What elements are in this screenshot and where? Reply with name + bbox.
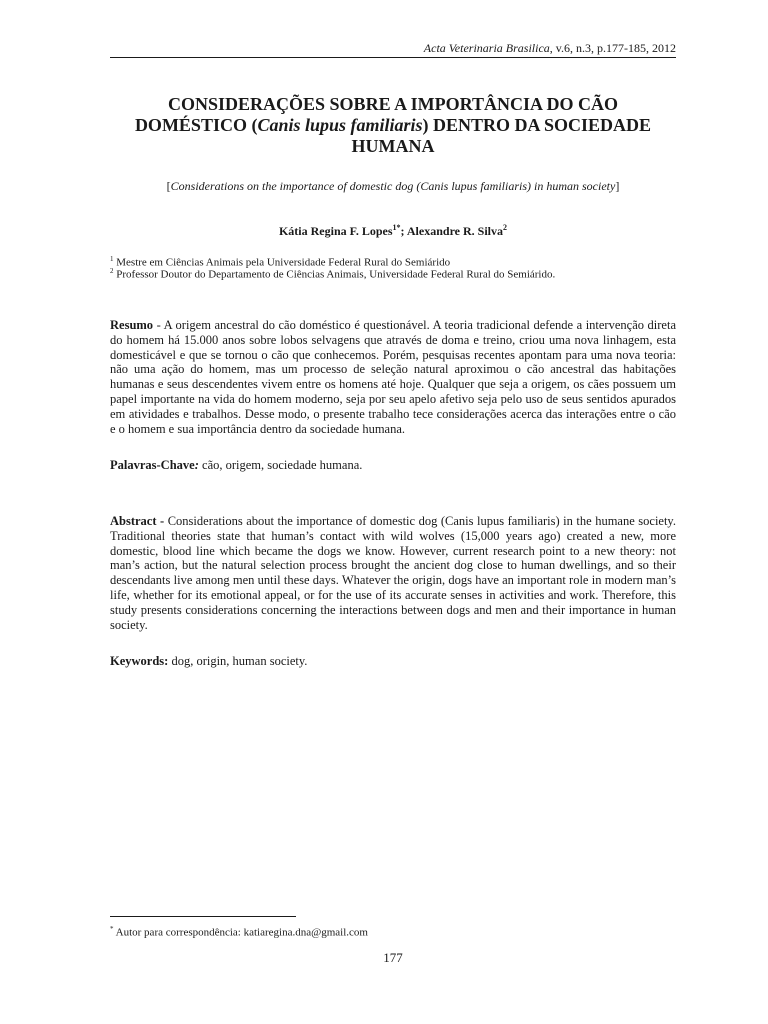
palavras-chave-colon: :	[194, 458, 199, 472]
running-header	[110, 40, 676, 56]
footnote-text: Autor para correspondência: katiaregina.dna@gmail.com	[113, 926, 368, 939]
affiliation-1-mark: 1	[110, 255, 114, 263]
title-line-3: HUMANA	[351, 136, 435, 156]
author-1: Kátia Regina F. Lopes	[278, 224, 393, 238]
footnote-mark: *	[110, 925, 114, 933]
footnote	[110, 922, 510, 940]
abstract-label: Abstract -	[110, 514, 165, 528]
resumo-label: Resumo	[110, 318, 154, 332]
article-title	[110, 94, 676, 157]
affiliation-1-text: Mestre em Ciências Animais pela Universidade Federal Rural do Semiárido	[113, 256, 451, 269]
palavras-chave-paragraph	[110, 458, 676, 473]
author-separator: ;	[400, 224, 407, 238]
abstract-text: Considerations about the importance of domestic dog (Canis lupus familiaris) in the humane society. Traditional theories state that human’s contact with wild wolves (15,000 years ago) created a new, more domestic, blood line which became the dogs we know. However, current research point to a new theory: not man’s action, but the natural selection process brought the ancient dog close to human dwellings, and so their descendants live among men until these days. Whatever the origin, dogs have an important role in modern man’s life, whether for its emotional appeal, or for the use of its accurate senses in activities and work. Therefore, this study presents considerations concerning the interactions between dogs and men and their importance in human society.	[110, 514, 677, 632]
keywords-text: dog, origin, human society.	[168, 654, 308, 668]
english-title-open: [	[166, 179, 171, 193]
english-title	[110, 178, 676, 194]
title-line-1: CONSIDERAÇÕES SOBRE A IMPORTÂNCIA DO CÃO	[168, 94, 618, 114]
title-line-2	[110, 115, 676, 136]
keywords-label: Keywords:	[110, 654, 169, 668]
title-line-2-pre: DOMÉSTICO (	[134, 115, 258, 135]
page-number: 177	[383, 950, 403, 965]
english-title-text: Considerations on the importance of domestic dog (Canis lupus familiaris) in human society	[170, 179, 616, 193]
abstract-paragraph	[110, 514, 676, 632]
affiliation-2-text: Professor Doutor do Departamento de Ciências Animais, Universidade Federal Rural do Semiárido.	[113, 268, 556, 281]
title-line-2-post: ) DENTRO DA SOCIEDADE	[422, 115, 652, 135]
affiliation-2-mark: 2	[110, 267, 114, 275]
header-rule	[110, 57, 676, 58]
resumo-paragraph	[110, 318, 676, 436]
author-2: Alexandre R. Silva	[406, 224, 504, 238]
footnote-rule	[110, 916, 296, 917]
palavras-chave-label: Palavras-Chave	[110, 458, 195, 472]
journal-citation: , v.6, n.3, p.177-185, 2012	[549, 41, 676, 55]
english-title-close: ]	[615, 179, 620, 193]
author-2-mark: 2	[503, 223, 508, 232]
journal-name: Acta Veterinaria Brasilica	[423, 41, 550, 55]
resumo-text: - A origem ancestral do cão doméstico é questionável. A teoria tradicional defende a intervenção direta do homem há 15.000 anos sobre lobos selvagens que através de doma e treino, criou uma nova linhagem, esta domesticável e que se tornou o cão que conhecemos. Porém, pesquisas recentes apontam para uma nova teoria: não uma ação do homem, mas um processo de seleção natural aproximou o cão ancestral das habitações humanas e seus descendentes vivem entre os homens até hoje. Qualquer que seja a origem, os cães possuem um papel importante na vida do homem moderno, seja por seu apelo afetivo seja pelo uso de seus sentidos apurados em atividades e trabalhos. Desse modo, o presente trabalho tece considerações acerca das interações entre o cão e o homem e sua importância dentro da sociedade humana.	[110, 318, 676, 436]
author-1-mark: 1*	[392, 223, 401, 232]
title-species: Canis lupus familiaris	[257, 115, 423, 135]
author-line	[110, 220, 676, 239]
keywords-paragraph	[110, 654, 676, 669]
affiliation-2	[110, 265, 676, 282]
palavras-chave-text: cão, origem, sociedade humana.	[198, 458, 363, 472]
